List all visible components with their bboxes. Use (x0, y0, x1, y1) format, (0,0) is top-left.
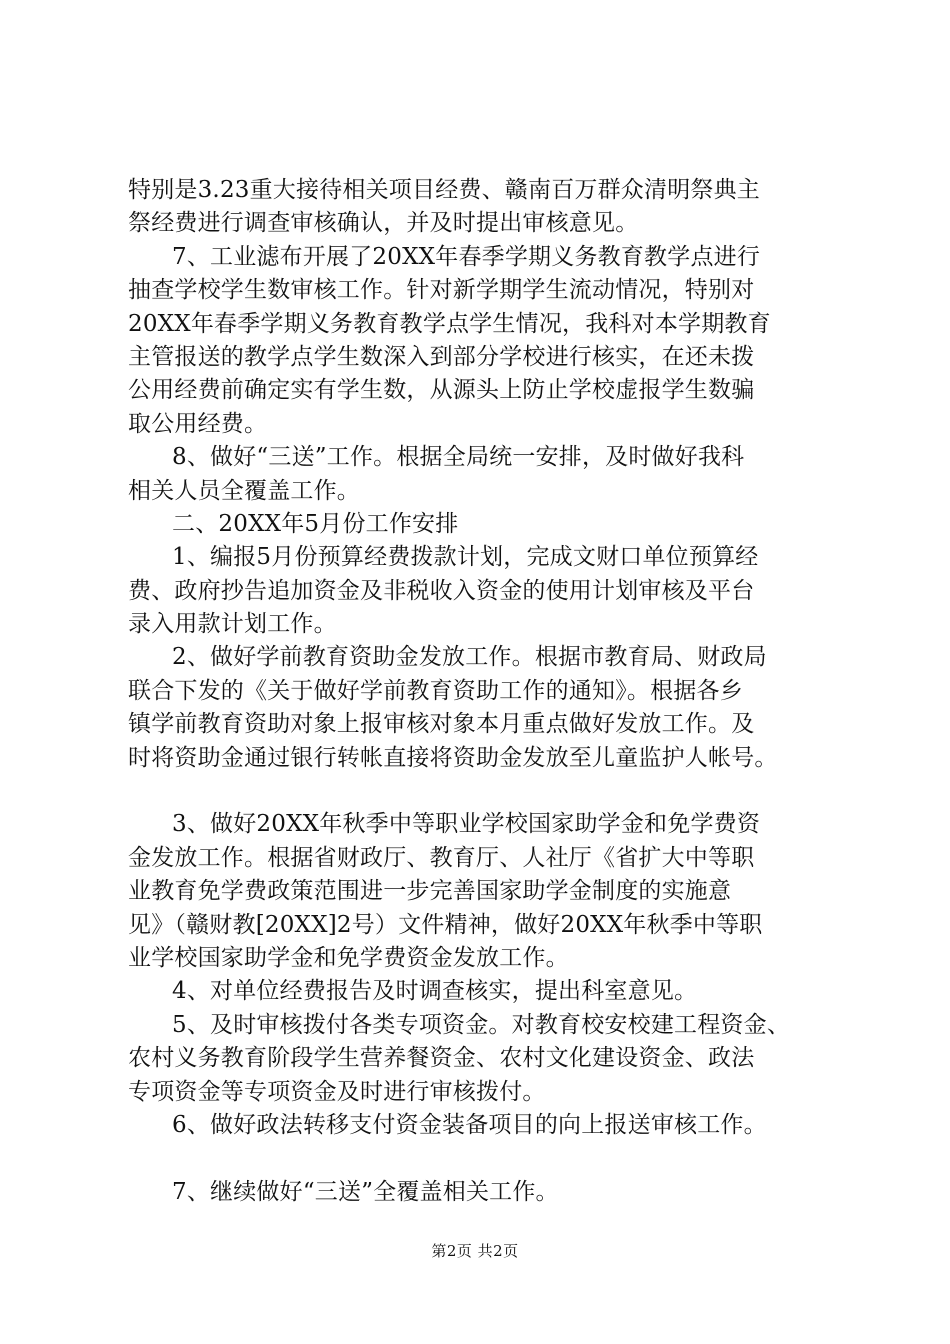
text-line: 业学校国家助学金和免学费资金发放工作。 (128, 944, 569, 971)
text-line: 录入用款计划工作。 (128, 611, 337, 638)
page-number-footer: 第2页 共2页 (431, 1242, 519, 1260)
text-line: 6、做好政法转移支付资金装备项目的向上报送审核工作。 (172, 1111, 767, 1138)
text-line: 特别是3.23重大接待相关项目经费、赣南百万群众清明祭典主 (128, 177, 761, 203)
text-line: 费、政府抄告追加资金及非税收入资金的使用计划审核及平台 (128, 577, 755, 604)
text-line: 相关人员全覆盖工作。 (128, 477, 360, 504)
text-line: 祭经费进行调查审核确认，并及时提出审核意见。 (128, 210, 639, 237)
text-line: 见》（赣财教[20XX]2号）文件精神，做好20XX年秋季中等职 (128, 911, 763, 938)
text-line: 1、编报5月份预算经费拨款计划，完成文财口单位预算经 (172, 544, 759, 571)
text-line: 2、做好学前教育资助金发放工作。根据市教育局、财政局 (172, 644, 767, 671)
text-line: 8、做好“三送”工作。根据全局统一安排，及时做好我科 (172, 444, 745, 471)
blank-line (128, 775, 828, 808)
text-line: 3、做好20XX年秋季中等职业学校国家助学金和免学费资 (172, 811, 761, 838)
text-line: 镇学前教育资助对象上报审核对象本月重点做好发放工作。及 (128, 711, 755, 738)
text-line: 取公用经费。 (128, 410, 268, 437)
text-line: 农村义务教育阶段学生营养餐资金、农村文化建设资金、政法 (128, 1045, 755, 1072)
text-line: 7、继续做好“三送”全覆盖相关工作。 (172, 1178, 559, 1205)
text-line: 5、及时审核拨付各类专项资金。对教育校安校建工程资金、 (172, 1011, 791, 1038)
document-body (128, 174, 828, 1209)
blank-line (128, 1142, 828, 1175)
text-line: 7、工业滤布开展了20XX年春季学期义务教育教学点进行 (172, 243, 761, 270)
section-heading: 二、20XX年5月份工作安排 (172, 510, 459, 537)
text-line: 专项资金等专项资金及时进行审核拨付。 (128, 1078, 546, 1105)
text-line: 联合下发的《关于做好学前教育资助工作的通知》。根据各乡 (128, 677, 743, 704)
text-line: 主管报送的教学点学生数深入到部分学校进行核实，在还未拨 (128, 343, 755, 370)
text-line: 公用经费前确定实有学生数，从源头上防止学校虚报学生数骗 (128, 377, 755, 404)
text-line: 时将资助金通过银行转帐直接将资助金发放至儿童监护人帐号。 (128, 744, 778, 771)
text-line: 金发放工作。根据省财政厅、教育厅、人社厅《省扩大中等职 (128, 844, 755, 871)
text-line: 4、对单位经费报告及时调查核实，提出科室意见。 (172, 978, 698, 1005)
text-line: 业教育免学费政策范围进一步完善国家助学金制度的实施意 (128, 878, 732, 905)
text-line: 20XX年春季学期义务教育教学点学生情况，我科对本学期教育 (128, 310, 771, 337)
text-line: 抽查学校学生数审核工作。针对新学期学生流动情况，特别对 (128, 277, 755, 304)
